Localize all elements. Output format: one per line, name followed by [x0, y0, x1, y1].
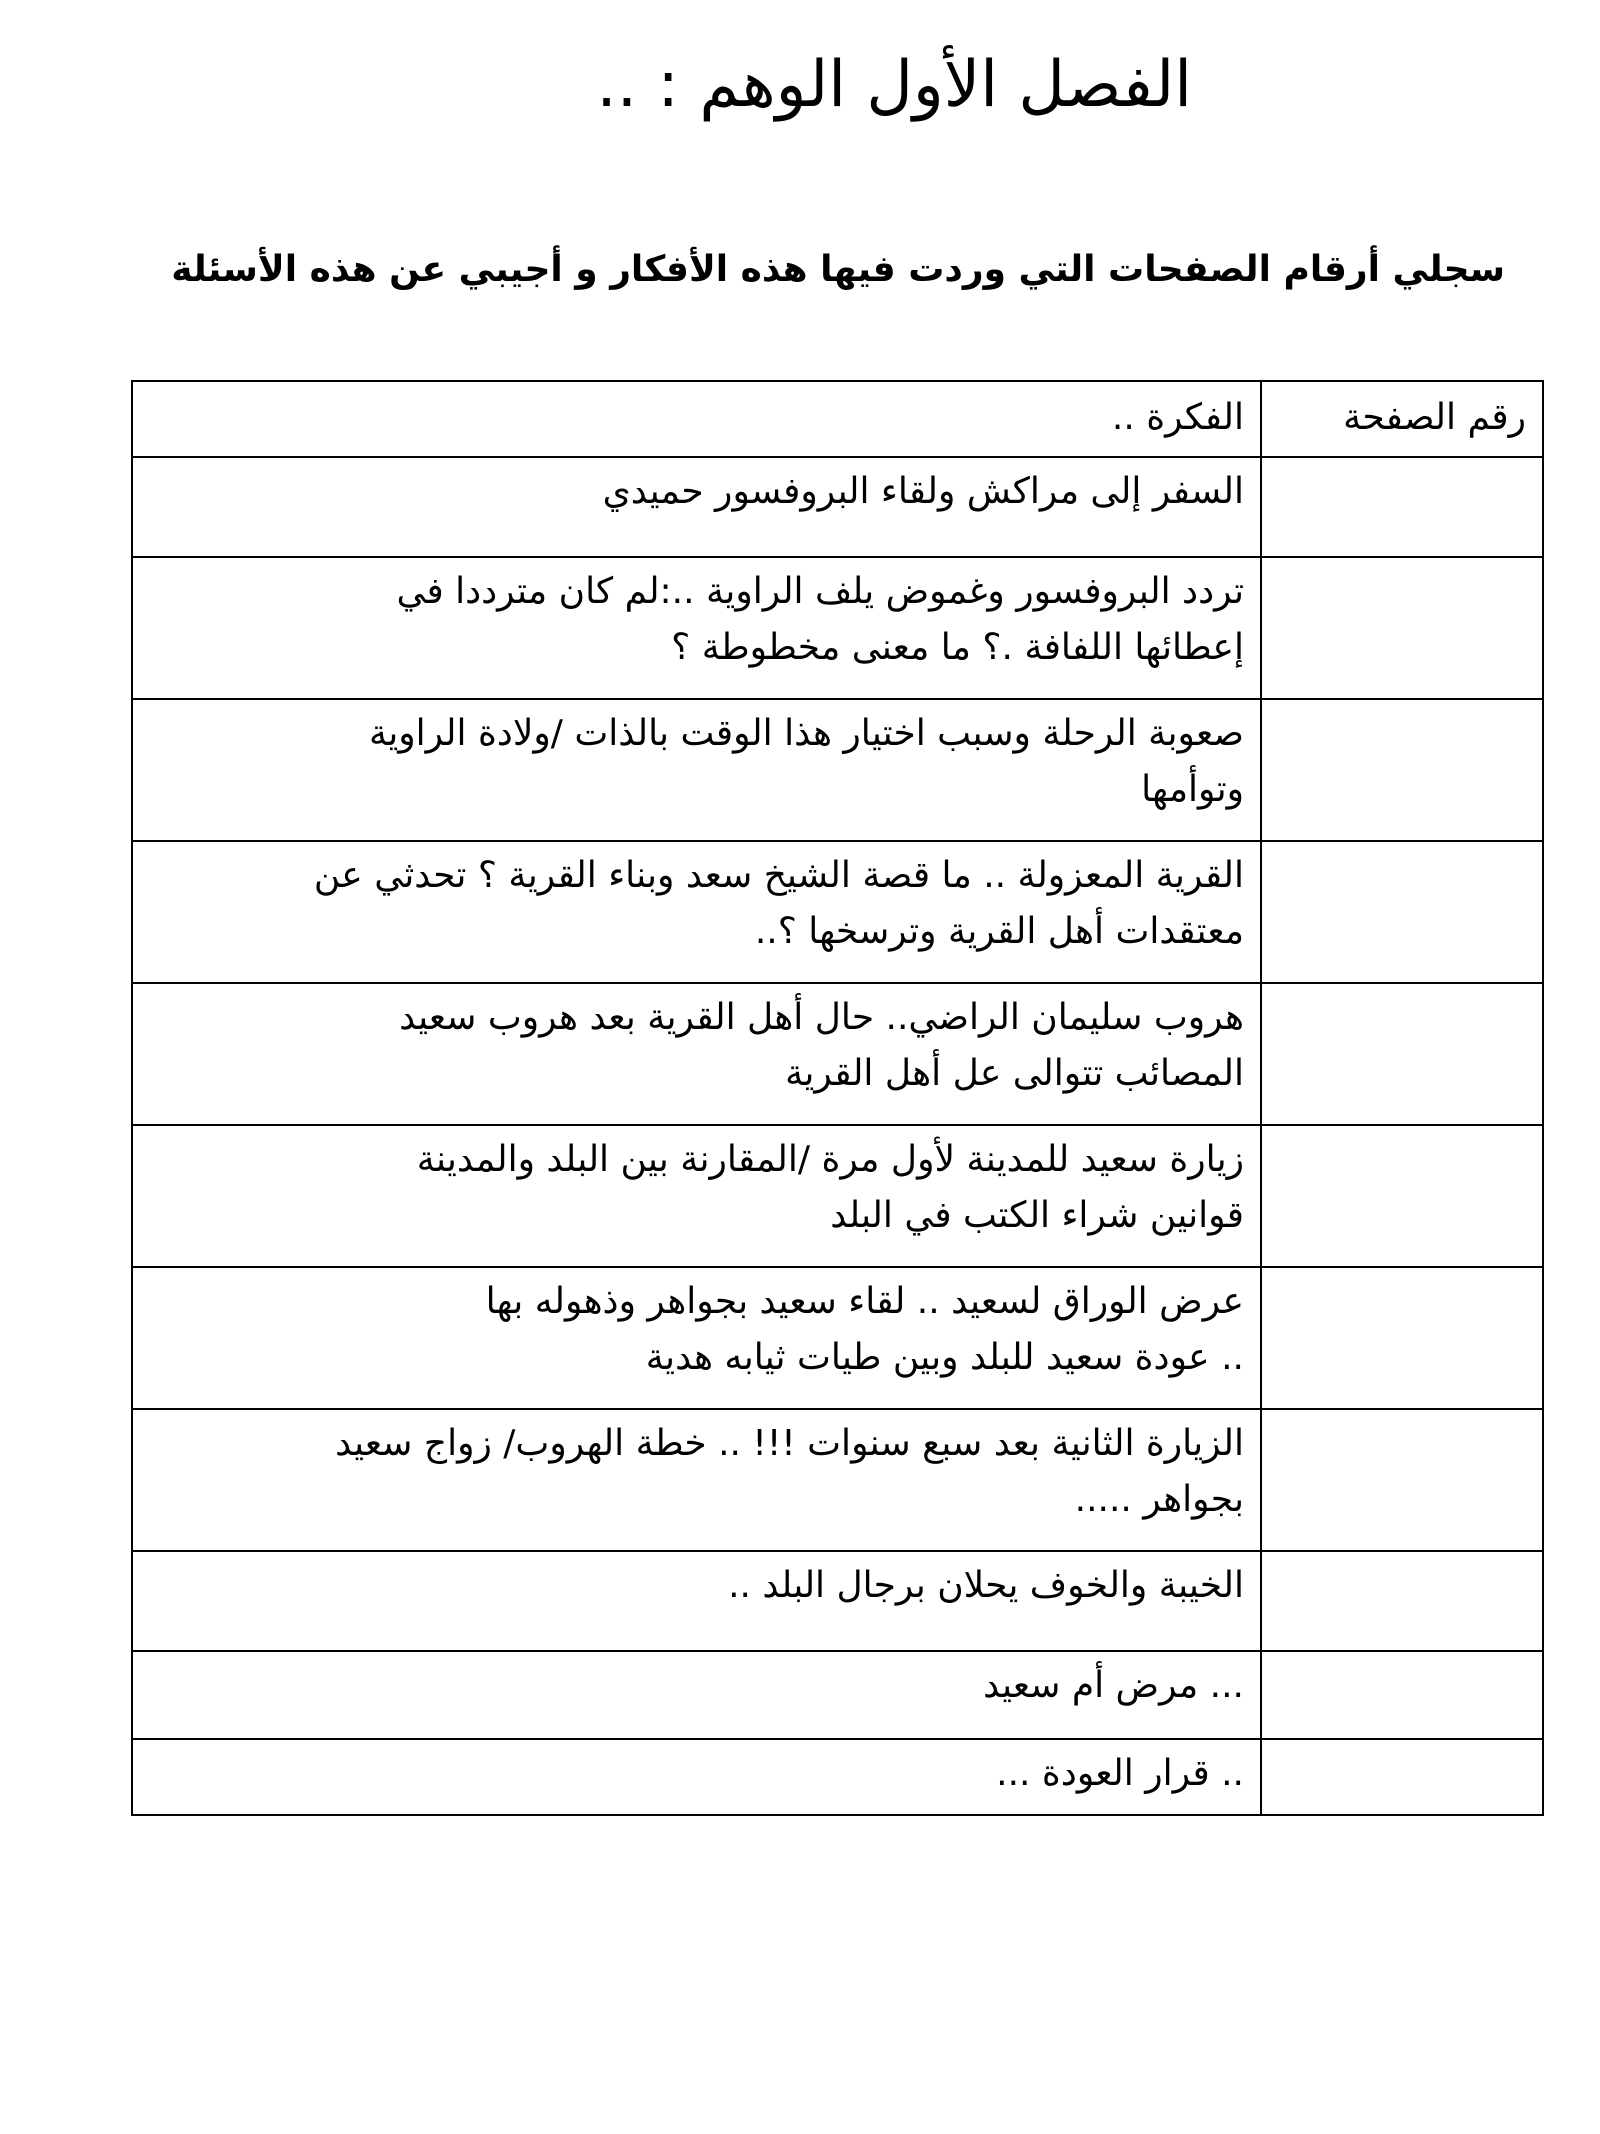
instruction-text: سجلي أرقام الصفحات التي وردت فيها هذه الأفكار و أجيبي عن هذه الأسئلة [171, 249, 1505, 290]
idea-cell [132, 557, 1261, 699]
idea-line: إعطائها اللفافة .؟ ما معنى مخطوطة ؟ [671, 627, 1244, 668]
table-row [132, 1409, 1543, 1551]
idea-line: السفر إلى مراكش ولقاء البروفسور حميدي [602, 471, 1244, 512]
table-header-row [132, 381, 1543, 457]
idea-cell [132, 841, 1261, 983]
page-number-cell[interactable] [1261, 841, 1543, 983]
idea-line: القرية المعزولة .. ما قصة الشيخ سعد وبناء القرية ؟ تحدثي عن [313, 855, 1244, 896]
idea-line: تردد البروفسور وغموض يلف الراوية ..:لم كان مترددا في [396, 571, 1244, 612]
idea-line: وتوأمها [1141, 769, 1244, 810]
table-row [132, 1125, 1543, 1267]
idea-line: صعوبة الرحلة وسبب اختيار هذا الوقت بالذات /ولادة الراوية [368, 713, 1244, 754]
page-number-cell[interactable] [1261, 1125, 1543, 1267]
idea-line: الخيبة والخوف يحلان برجال البلد .. [728, 1565, 1244, 1606]
table-row [132, 841, 1543, 983]
idea-cell [132, 1551, 1261, 1651]
idea-cell [132, 1125, 1261, 1267]
page-title: الفصل الأول الوهم : .. [596, 48, 1192, 122]
table-row [132, 557, 1543, 699]
page-number-cell[interactable] [1261, 983, 1543, 1125]
header-page-number: رقم الصفحة [1261, 381, 1543, 457]
page-number-cell[interactable] [1261, 699, 1543, 841]
page-number-cell[interactable] [1261, 1267, 1543, 1409]
page-number-cell[interactable] [1261, 1551, 1543, 1651]
idea-line: قوانين شراء الكتب في البلد [830, 1195, 1244, 1236]
idea-cell [132, 1651, 1261, 1739]
table-row [132, 1651, 1543, 1739]
idea-line: المصائب تتوالى عل أهل القرية [785, 1053, 1244, 1094]
idea-line: بجواهر ..... [1074, 1479, 1244, 1520]
idea-line: هروب سليمان الراضي.. حال أهل القرية بعد هروب سعيد [399, 997, 1244, 1038]
page-number-cell[interactable] [1261, 1651, 1543, 1739]
table-row [132, 983, 1543, 1125]
idea-line: ... مرض أم سعيد [983, 1665, 1244, 1706]
page-number-cell[interactable] [1261, 557, 1543, 699]
page-number-cell[interactable] [1261, 1739, 1543, 1815]
idea-cell [132, 699, 1261, 841]
table-row [132, 457, 1543, 557]
table-row [132, 1739, 1543, 1815]
idea-line: عرض الوراق لسعيد .. لقاء سعيد بجواهر وذهوله بها [485, 1281, 1244, 1322]
idea-line: معتقدات أهل القرية وترسخها ؟.. [754, 911, 1244, 952]
table-row [132, 1267, 1543, 1409]
idea-cell [132, 983, 1261, 1125]
idea-cell [132, 1267, 1261, 1409]
idea-line: زيارة سعيد للمدينة لأول مرة /المقارنة بين البلد والمدينة [416, 1139, 1244, 1180]
table-row [132, 699, 1543, 841]
header-idea: الفكرة .. [132, 381, 1261, 457]
idea-line: .. قرار العودة ... [996, 1753, 1244, 1794]
ideas-table [131, 380, 1544, 1816]
idea-line: .. عودة سعيد للبلد وبين طيات ثيابه هدية [645, 1337, 1244, 1378]
page-number-cell[interactable] [1261, 457, 1543, 557]
idea-cell [132, 1739, 1261, 1815]
page-number-cell[interactable] [1261, 1409, 1543, 1551]
idea-cell [132, 457, 1261, 557]
idea-line: الزيارة الثانية بعد سبع سنوات !!! .. خطة الهروب/ زواج سعيد [335, 1423, 1244, 1464]
table-row [132, 1551, 1543, 1651]
idea-cell [132, 1409, 1261, 1551]
